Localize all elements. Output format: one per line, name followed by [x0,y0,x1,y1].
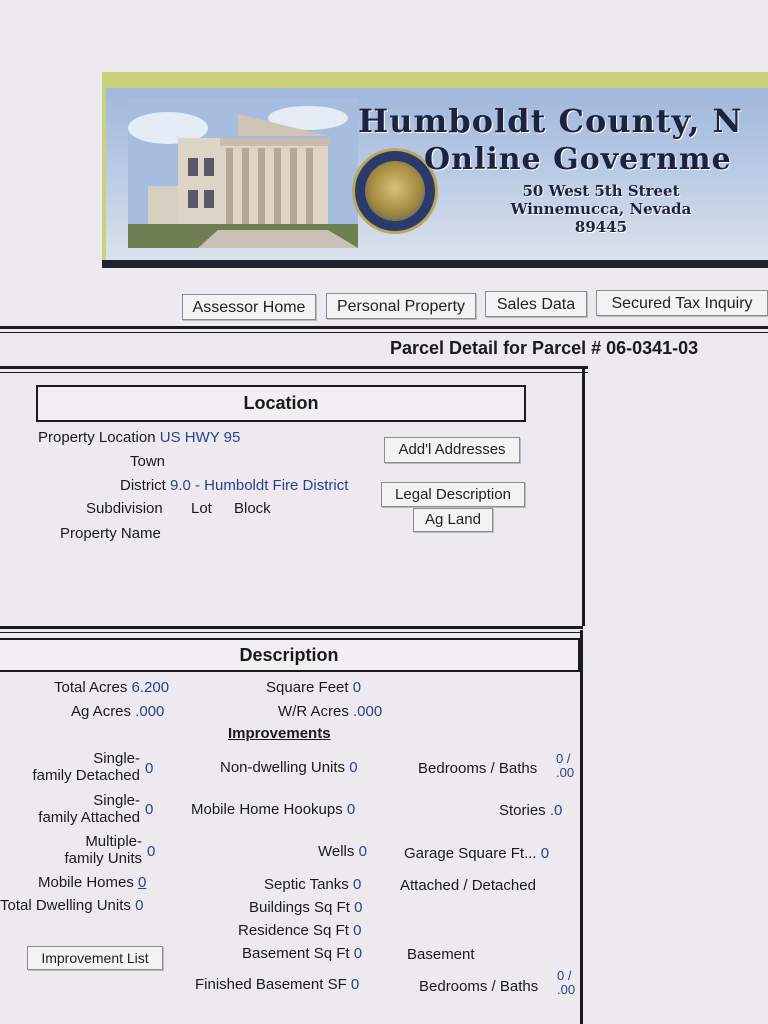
stories-value: .0 [549,802,563,819]
stories-label: Stories [499,802,546,819]
mobile-hookups-label: Mobile Home Hookups [191,801,343,818]
single-family-attached-value: 0 [145,801,154,818]
divider [0,372,588,373]
bedrooms-value: 0 / [556,751,571,766]
page-title: Parcel Detail for Parcel # 06-0341-03 [390,338,699,358]
property-location-value: US HWY 95 [159,429,241,446]
wr-acres-label: W/R Acres [278,703,349,720]
septic-label: Septic Tanks [264,876,349,893]
garage-row [404,845,549,862]
wells-row [318,843,367,860]
attached-detached-label: Attached / Detached [400,877,536,894]
banner-image [106,88,768,262]
residence-sqft-value: 0 [353,922,362,939]
bedrooms-baths-value [556,752,574,780]
label-line: family Attached [38,809,140,826]
finished-basement-value: 0 [350,976,360,993]
baths-value: .00 [557,982,576,997]
district-label: District [120,477,166,494]
label-line: family Detached [32,767,140,784]
basement-sqft-label: Basement Sq Ft [242,945,350,962]
ag-acres-label: Ag Acres [71,703,132,720]
multiple-family-label [0,833,142,867]
garage-label: Garage Square Ft... [404,845,537,862]
baths-value: .00 [556,765,575,780]
buildings-sqft-row [249,899,362,916]
stories-row [499,802,562,819]
description-heading [0,638,580,672]
label-line: Single- [93,750,140,767]
ag-land-button[interactable]: Ag Land [413,508,493,532]
mobile-hookups-value: 0 [346,801,356,818]
location-heading: Location [36,385,526,422]
total-acres-label: Total Acres [54,679,128,696]
total-dwelling-label: Total Dwelling Units [0,897,131,914]
label-line: family Units [64,850,142,867]
wr-acres-row [278,703,382,720]
ag-acres-value: .000 [135,703,165,720]
square-feet-value: 0 [352,679,362,696]
banner-title: Humboldt County, N [358,102,743,140]
divider [0,332,768,333]
non-dwelling-value: 0 [349,759,358,776]
mobile-homes-row [38,874,146,891]
total-dwelling-row [0,897,143,914]
address-line: Winnemucca, Nevada [510,200,692,218]
banner-border [102,260,768,268]
septic-value: 0 [352,876,362,893]
courthouse-image [128,98,358,248]
multiple-family-value: 0 [147,843,156,860]
lot-label: Lot [191,500,212,517]
mobile-homes-label: Mobile Homes [38,874,134,891]
residence-sqft-label: Residence Sq Ft [238,922,349,939]
mobile-hookups-row [191,801,355,818]
buildings-sqft-value: 0 [354,899,363,916]
property-name-label: Property Name [60,525,161,542]
divider [0,326,768,329]
label-line: Multiple- [85,833,142,850]
garage-value: 0 [540,845,550,862]
secured-tax-inquiry-button[interactable]: Secured Tax Inquiry [596,290,768,316]
personal-property-button[interactable]: Personal Property [326,293,476,319]
town-label: Town [130,453,166,470]
total-acres-value: 6.200 [131,679,170,696]
address-line: 50 West 5th Street [522,182,680,200]
improvements-heading: Improvements [228,725,331,742]
septic-row [264,876,361,893]
non-dwelling-row [220,759,358,776]
panel-border [582,368,585,626]
legal-description-button[interactable]: Legal Description [381,482,525,507]
address-line: 89445 [574,218,628,236]
square-feet-row [266,679,361,696]
divider [0,366,588,369]
bedrooms-baths-value-2 [557,969,575,997]
bedrooms-baths-label: Bedrooms / Baths [418,760,538,777]
basement-sqft-row [242,945,362,962]
wells-value: 0 [358,843,367,860]
basement-sqft-value: 0 [353,945,363,962]
basement-label: Basement [407,946,475,963]
block-label: Block [234,500,271,517]
panel-border [580,630,583,1024]
district-value: 9.0 - Humboldt Fire District [170,477,349,494]
single-family-attached-label [0,792,140,826]
non-dwelling-label: Non-dwelling Units [220,759,346,776]
total-dwelling-value: 0 [135,897,144,914]
ag-acres-row [71,703,164,720]
finished-basement-label: Finished Basement SF [195,976,347,993]
finished-basement-row [195,976,359,993]
residence-sqft-row [238,922,361,939]
single-family-detached-label [0,750,140,784]
addl-addresses-button[interactable]: Add'l Addresses [384,437,520,463]
banner-address [486,182,716,236]
total-acres-row [54,679,169,696]
bedrooms-baths-label-2: Bedrooms / Baths [419,978,539,995]
banner-subtitle: Online Governme [424,142,732,177]
property-location-label: Property Location [38,429,156,446]
wr-acres-value: .000 [353,703,383,720]
divider [0,626,583,629]
square-feet-label: Square Feet [266,679,349,696]
buildings-sqft-label: Buildings Sq Ft [249,899,350,916]
wells-label: Wells [318,843,355,860]
bedrooms-value: 0 / [557,968,572,983]
mobile-homes-link[interactable]: 0 [138,874,147,891]
label-line: Single- [93,792,140,809]
property-location-row [38,429,240,446]
district-row [120,477,348,494]
subdivision-label: Subdivision [86,500,163,517]
sales-data-button[interactable]: Sales Data [485,291,587,317]
improvement-list-button[interactable]: Improvement List [27,946,163,970]
single-family-detached-value: 0 [145,760,154,777]
description-heading-text: Description [239,645,339,665]
assessor-home-button[interactable]: Assessor Home [182,294,316,320]
county-banner [102,72,768,268]
divider [0,632,583,633]
